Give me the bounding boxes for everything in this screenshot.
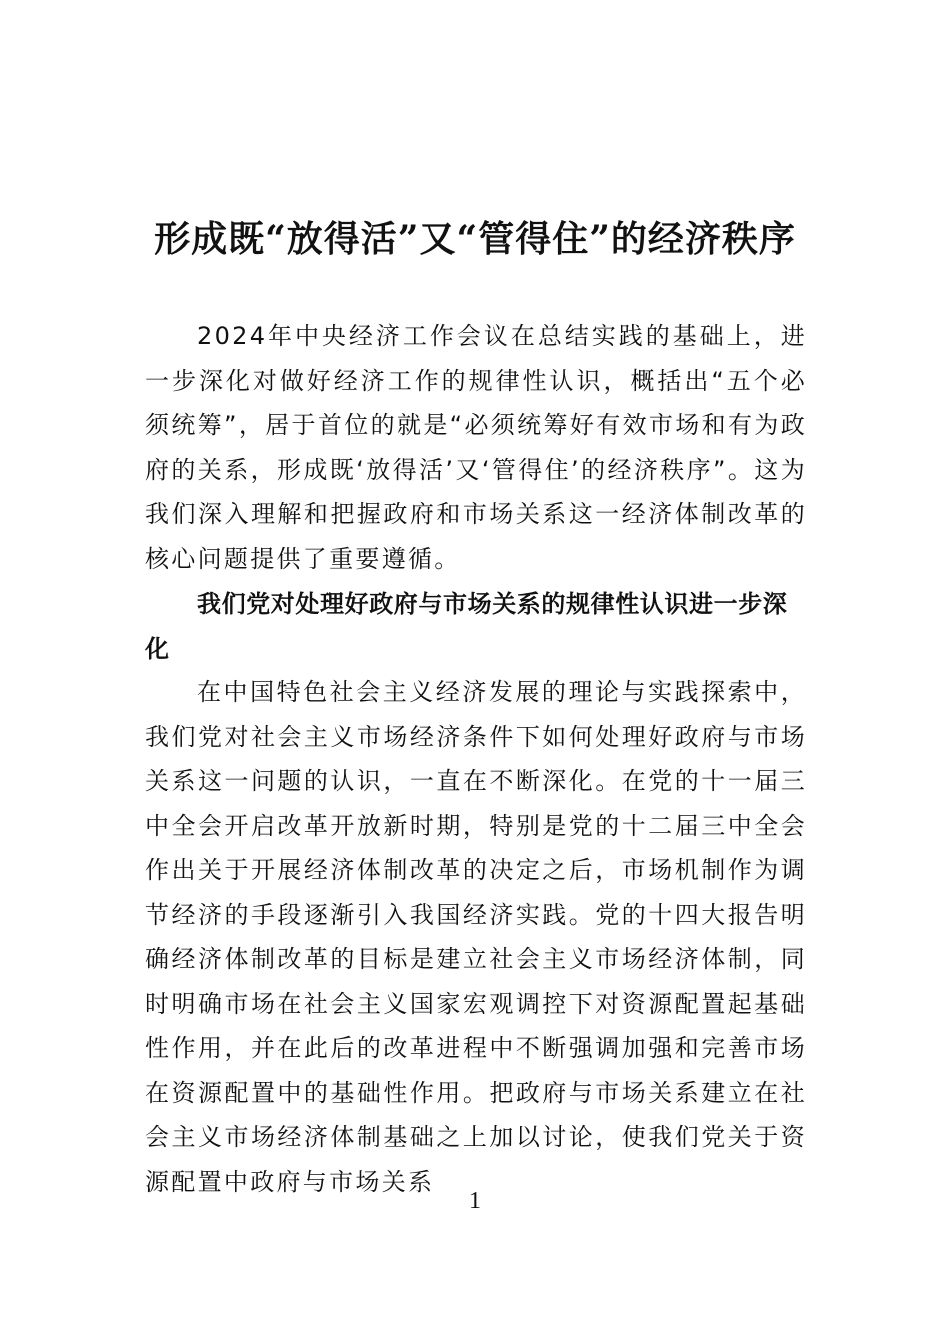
section-subheading: 我们党对处理好政府与市场关系的规律性认识进一步深化 <box>145 590 788 663</box>
paragraph-intro: 2024年中央经济工作会议在总结实践的基础上，进一步深化对做好经济工作的规律性认识，概括出“五个必须统筹”，居于首位的就是“必须统筹好有效市场和有为政府的关系，形成既‘放得活’又‘管得住’的经济秩序”。这为我们深入理解和把握政府和市场关系这一经济体制改革的核心问题提供了重要遵循。 <box>145 322 807 573</box>
paragraph-body: 在中国特色社会主义经济发展的理论与实践探索中，我们党对社会主义市场经济条件下如何处理好政府与市场关系这一问题的认识，一直在不断深化。在党的十一届三中全会开启改革开放新时期，特别是党的十二届三中全会作出关于开展经济体制改革的决定之后，市场机制作为调节经济的手段逐渐引入我国经济实践。党的十四大报告明确经济体制改革的目标是建立社会主义市场经济体制，同时明确市场在社会主义国家宏观调控下对资源配置起基础性作用，并在此后的改革进程中不断强调加强和完善市场在资源配置中的基础性作用。把政府与市场关系建立在社会主义市场经济体制基础之上加以讨论，使我们党关于资源配置中政府与市场关系 <box>145 678 807 1196</box>
document-title: 形成既“放得活”又“管得住”的经济秩序 <box>154 218 796 261</box>
page-number: 1 <box>469 1188 481 1214</box>
